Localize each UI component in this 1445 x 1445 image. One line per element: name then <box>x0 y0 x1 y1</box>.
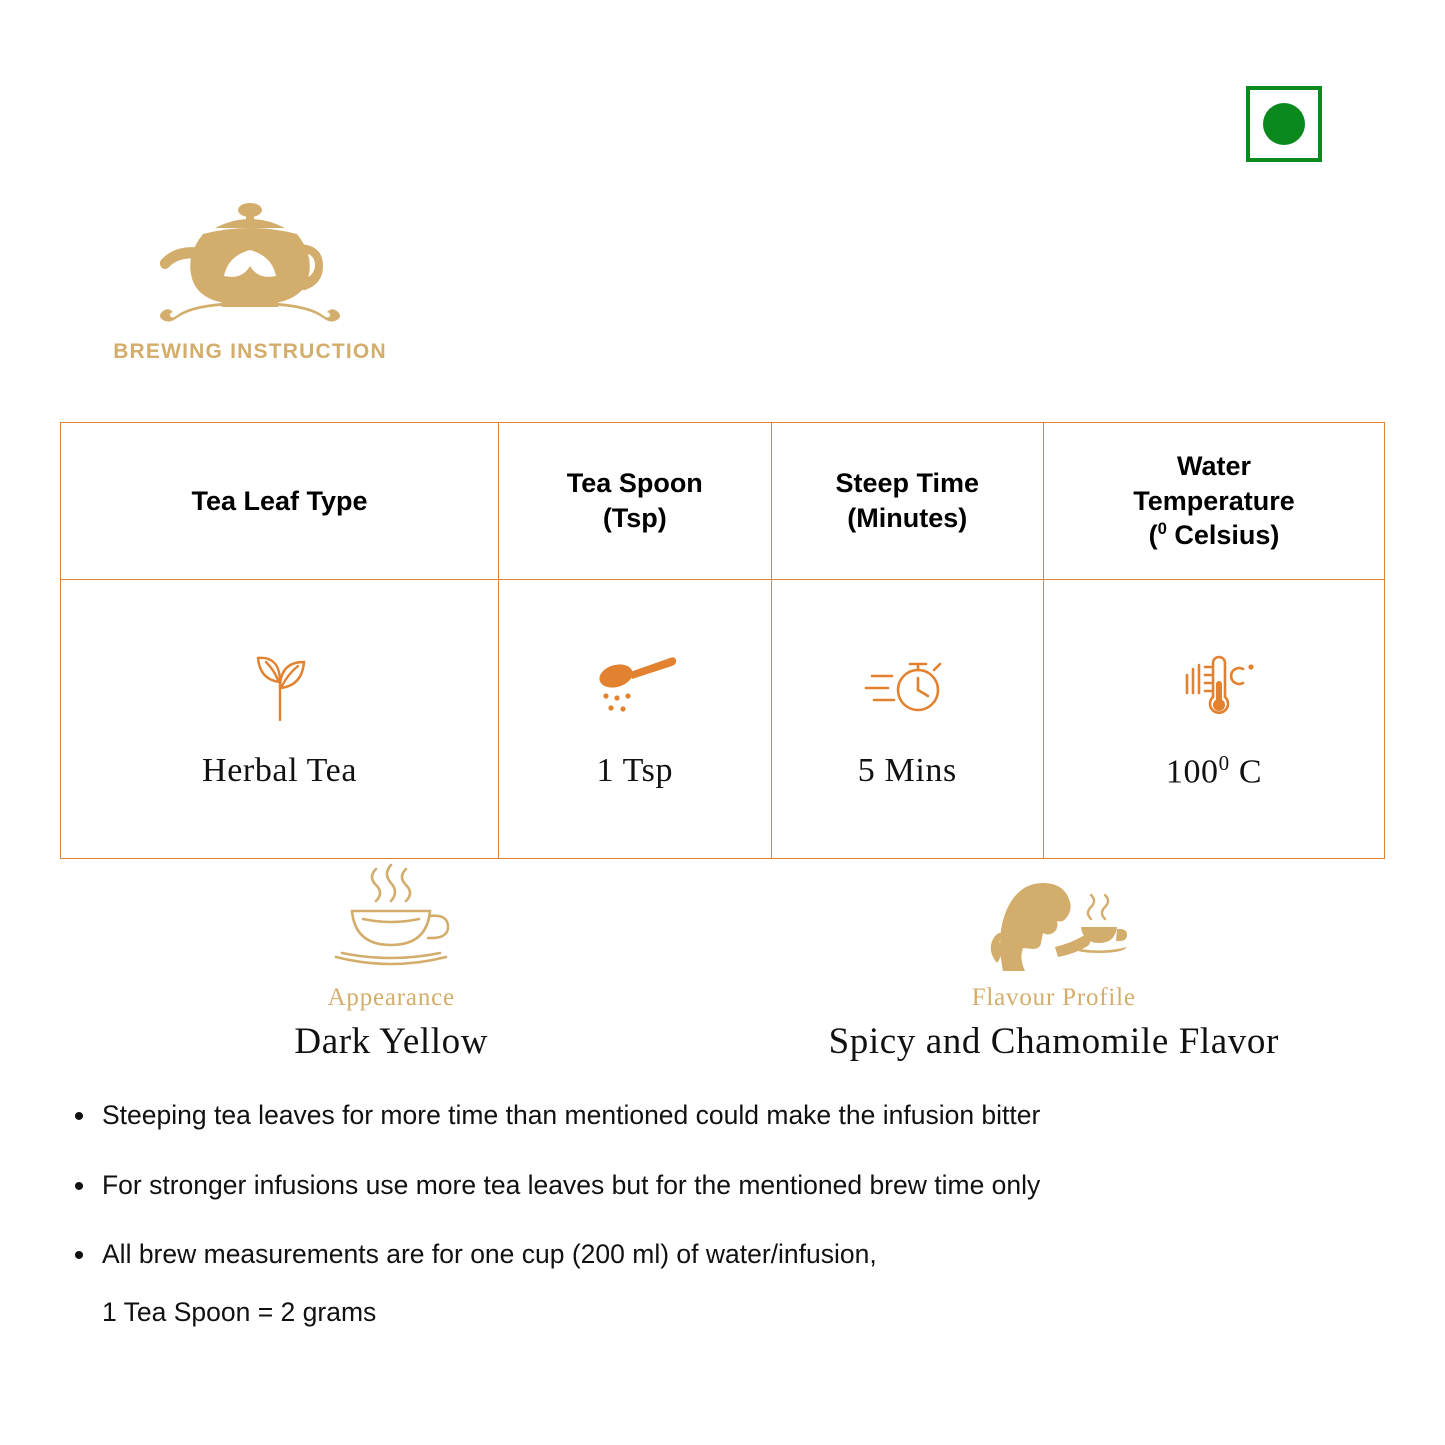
teapot-icon <box>80 196 420 328</box>
stopwatch-icon <box>862 648 952 724</box>
spoon-icon <box>590 648 680 724</box>
temperature-unit: C <box>1238 753 1263 791</box>
column-header-line2: (Minutes) <box>847 503 968 533</box>
thermometer-icon <box>1169 647 1259 723</box>
flavour-profile-block <box>723 862 1386 1063</box>
cell-value-tea-leaf-type: Herbal Tea <box>202 752 358 789</box>
temperature-degree: 0 <box>1218 750 1230 775</box>
column-header-line3: ($^0$ Celsius) <box>1148 519 1280 551</box>
note-sub-text: 1 Tea Spoon = 2 grams <box>102 1296 377 1327</box>
cell-value-tea-spoon: 1 Tsp <box>596 752 674 789</box>
column-header-line1: Tea Leaf Type <box>191 485 368 516</box>
brewing-instruction-title: BREWING INSTRUCTION <box>113 340 387 363</box>
degree-symbol: 0 <box>1157 519 1167 539</box>
column-header-water-temperature <box>1044 423 1385 580</box>
bullet-icon: • <box>73 1100 85 1133</box>
column-header-line2: (Tsp) <box>602 503 667 533</box>
cell-value-water-temperature <box>1166 751 1262 791</box>
notes-list <box>56 1098 1396 1328</box>
cell-value-steep-time: 5 Mins <box>857 752 957 789</box>
column-header-line1: Water <box>1177 451 1252 482</box>
column-header-tea-leaf-type <box>61 423 499 580</box>
temperature-number: 100 <box>1165 753 1219 791</box>
note-text: For stronger infusions use more tea leaves but for the mentioned brew time only <box>102 1169 1041 1200</box>
note-text: All brew measurements are for one cup (200 ml) of water/infusion, <box>102 1239 877 1269</box>
appearance-caption: Appearance <box>327 984 455 1011</box>
tea-cup-icon <box>306 862 476 974</box>
column-header-line2: Temperature <box>1133 485 1295 516</box>
profile-row <box>60 862 1385 1063</box>
cell-tea-spoon <box>499 580 771 859</box>
list-item <box>56 1098 1396 1136</box>
appearance-block <box>60 862 723 1063</box>
appearance-value: Dark Yellow <box>294 1021 489 1062</box>
list-item <box>56 1237 1396 1275</box>
brewing-instruction-header <box>80 196 420 364</box>
column-header-steep-time <box>771 423 1043 580</box>
tea-leaf-icon <box>240 648 320 724</box>
brewing-parameters-table <box>60 422 1385 859</box>
cell-tea-leaf-type <box>61 580 499 859</box>
note-text: Steeping tea leaves for more time than mentioned could make the infusion bitter <box>102 1100 1041 1130</box>
vegetarian-mark <box>1246 86 1322 162</box>
column-header-line1: Tea Spoon <box>566 468 703 499</box>
table-row <box>61 580 1385 859</box>
flavour-profile-value: Spicy and Chamomile Flavor <box>828 1021 1279 1062</box>
column-header-tea-spoon <box>499 423 771 580</box>
list-item <box>56 1168 1396 1206</box>
cell-water-temperature <box>1044 580 1385 859</box>
bullet-icon: • <box>73 1239 85 1272</box>
vegetarian-dot-icon <box>1263 103 1305 145</box>
bullet-icon: • <box>73 1169 85 1203</box>
column-header-line1: Steep Time <box>835 468 980 499</box>
woman-with-cup-icon <box>959 862 1149 974</box>
flavour-profile-caption: Flavour Profile <box>971 984 1136 1011</box>
cell-steep-time <box>771 580 1043 859</box>
table-header-row <box>61 423 1385 580</box>
